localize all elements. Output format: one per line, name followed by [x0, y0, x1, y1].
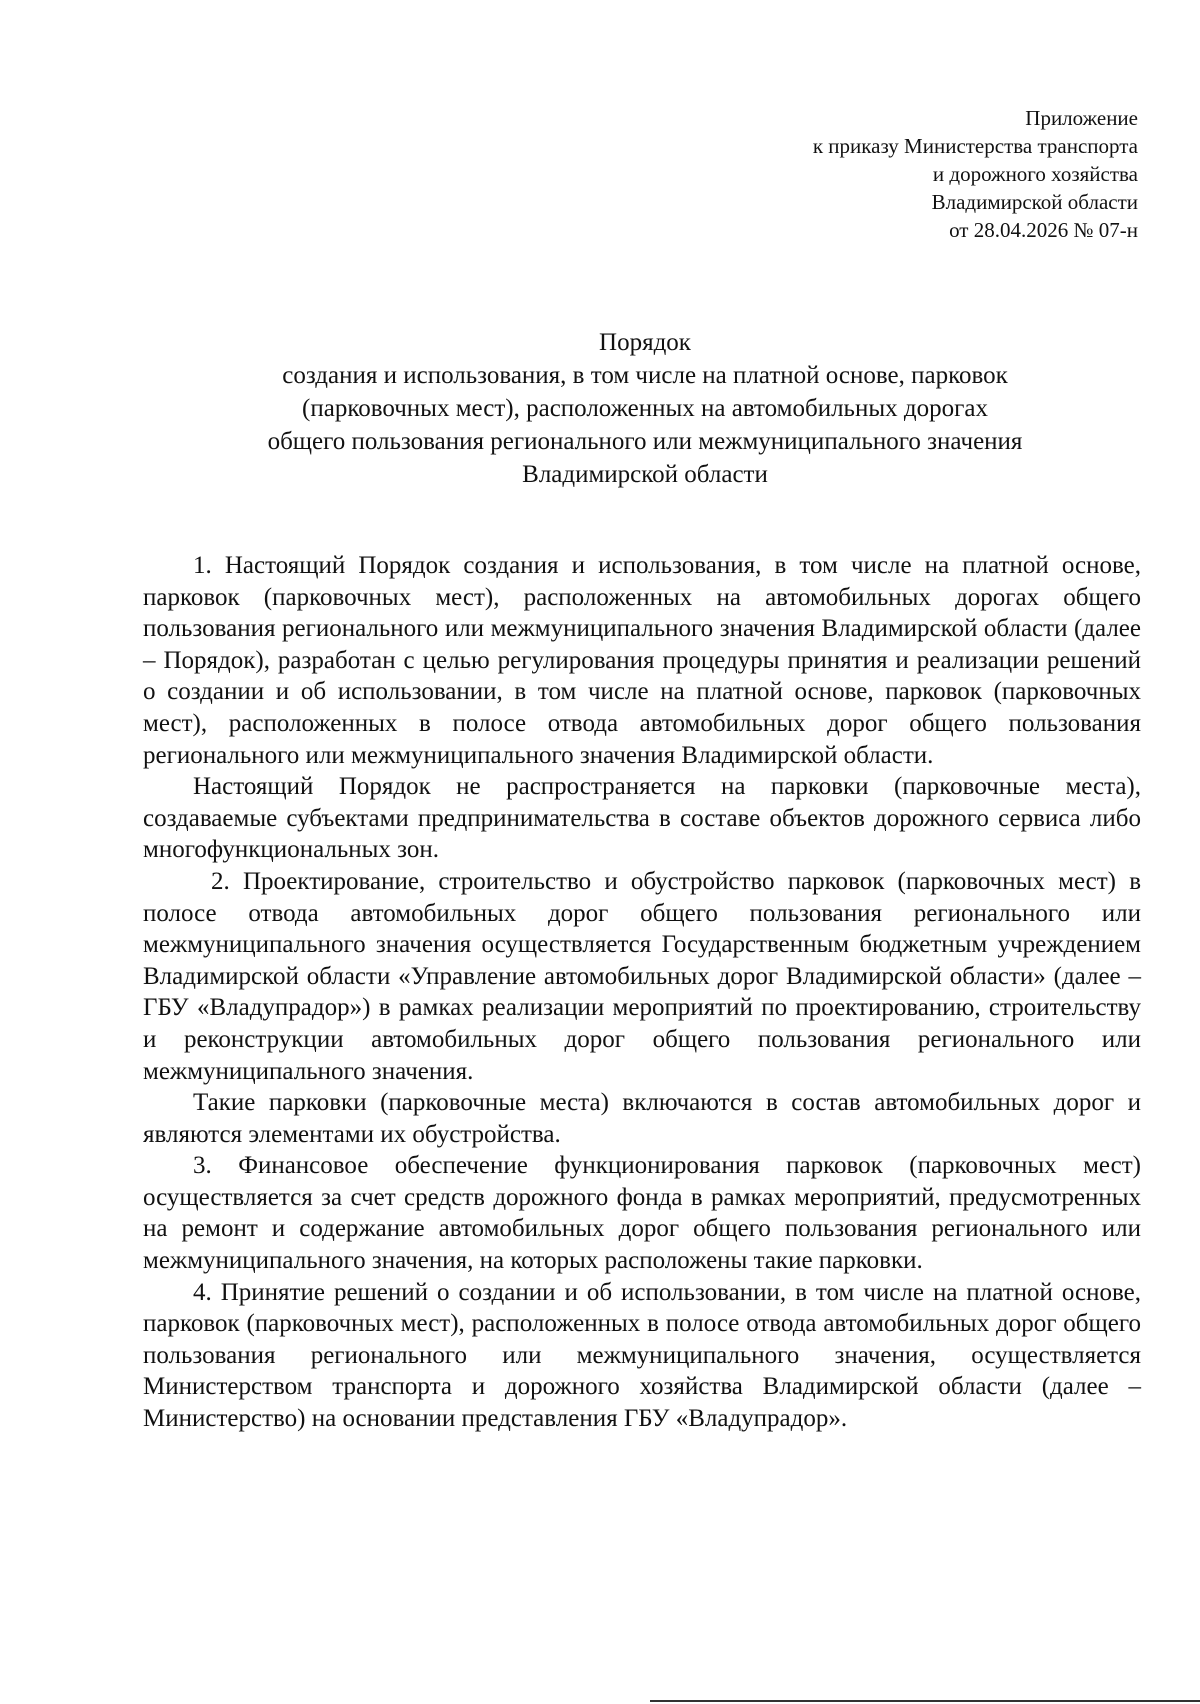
title-line-1: Порядок [599, 329, 691, 356]
paragraph-2: 2. Проектирование, строительство и обустройство парковок (парковочных мест) в полосе отвода автомобильных дорог общего пользования регионального или межмуниципального значения осуществляется Государственным бюджетным учреждением Владимирской области «Управление автомобильных дорог Владимирской области» (далее – ГБУ «Владупрадор») в рамках реализации мероприятий по проектированию, строительству и реконструкции автомобильных дорог общего пользования регионального или межмуниципального значения. [143, 867, 1141, 1085]
document-body [143, 550, 1141, 1435]
paragraph-1: 1. Настоящий Порядок создания и использования, в том числе на платной основе, парковок (парковочных мест), расположенных на автомобильных дорогах общего пользования регионального или межмуниципального значения Владимирской области (далее – Порядок), разработан с целью регулирования процедуры принятия и реализации решений о создании и об использовании, в том числе на платной основе, парковок (парковочных мест), расположенных в полосе отвода автомобильных дорог общего пользования регионального или межмуниципального значения Владимирской области. [143, 552, 1141, 769]
paragraph-4: 4. Принятие решений о создании и об использовании, в том числе на платной основе, парковок (парковочных мест), расположенных в полосе отвода автомобильных дорог общего пользования регионального или межмуниципального значения, осуществляется Министерством транспорта и дорожного хозяйства Владимирской области (далее – Министерство) на основании представления ГБУ «Владупрадор». [143, 1278, 1141, 1433]
document-title [140, 326, 1150, 491]
title-line-5: Владимирской области [522, 461, 768, 488]
header-line-order: к приказу Министерства транспорта [812, 134, 1138, 158]
title-line-4: общего пользования регионального или межмуниципального значения [267, 428, 1023, 455]
paragraph-2-note: Такие парковки (парковочные места) включаются в состав автомобильных дорог и являются элементами их обустройства. [143, 1089, 1141, 1148]
title-line-2: создания и использования, в том числе на платной основе, парковок [282, 362, 1008, 389]
header-line-ministry: и дорожного хозяйства [932, 162, 1138, 186]
header-line-appendix: Приложение [1025, 106, 1138, 130]
paragraph-3: 3. Финансовое обеспечение функционирования парковок (парковочных мест) осуществляется за счет средств дорожного фонда в рамках мероприятий, предусмотренных на ремонт и содержание автомобильных дорог общего пользования регионального или межмуниципального значения, на которых расположены такие парковки. [143, 1152, 1141, 1275]
scan-edge-line [650, 1700, 1200, 1702]
paragraph-1-note: Настоящий Порядок не распространяется на парковки (парковочные места), создаваемые субъектами предпринимательства в составе объектов дорожного сервиса либо многофункциональных зон. [143, 773, 1141, 864]
header-line-date-number: от 28.04.2026 № 07-н [949, 218, 1138, 242]
title-line-3: (парковочных мест), расположенных на автомобильных дорогах [302, 395, 988, 422]
header-line-region: Владимирской области [931, 190, 1138, 214]
appendix-header [618, 104, 1138, 244]
